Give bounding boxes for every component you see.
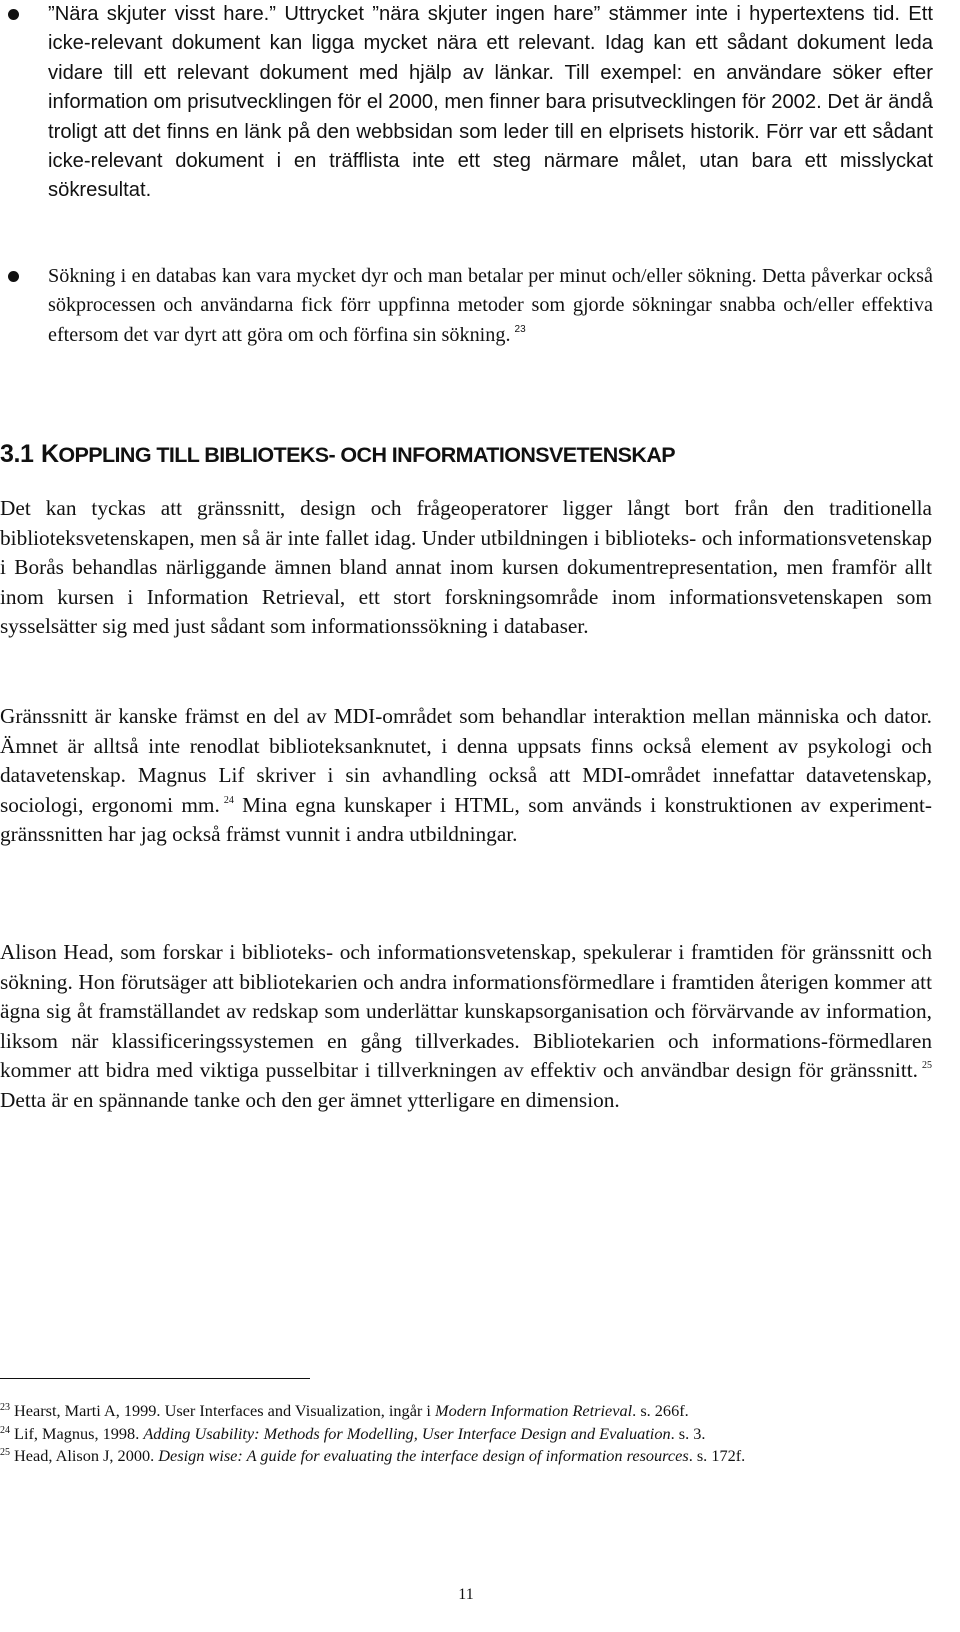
footnote-reference[interactable]: 24: [223, 794, 234, 806]
footnote-text: Lif, Magnus, 1998.: [14, 1423, 144, 1443]
bullet-dot-icon: [8, 271, 19, 282]
body-paragraph: [0, 494, 932, 642]
footnote: [0, 1400, 925, 1423]
paragraph-text: Det kan tyckas att gränssnitt, design och frågeoperatorer ligger långt bort från den traditionella biblioteksvetenskapen, men så är inte fallet idag. Under utbildningen i biblioteks- och informationsvetenskap i Borås behandlas närliggande ämnen bland annat inom kursen dokumentrepresentation, men framför allt inom kursen i Information Retrieval, ett stort forskningsområde inom informationsvetenskapen som sysselsätter sig med just sådant som informationssökning i databaser.: [0, 496, 932, 639]
page-number: 11: [458, 1586, 474, 1603]
footnotes: [0, 1400, 925, 1468]
bullet-dot-icon: [8, 9, 19, 20]
paragraph-text: Alison Head, som forskar i biblioteks- och informationsvetenskap, spekulerar i framtiden för gränssnitt och sökning. Hon förutsäger att bibliotekarien och andra informationsförmedlare i framtiden återigen kommer att ägna sig åt framställandet av redskap som underlättar kunskapsorganisation och förvärvande av information, liksom när klassificeringssystemen en gång tillverkades. Bibliotekarien och informations-förmedlaren kommer att bidra med viktiga pusselbitar i tillverkningen av effektiv och användbar design för gränssnitt.: [0, 940, 932, 1083]
section-title: OPPLING TILL BIBLIOTEKS- OCH INFORMATIONSVETENSKAP: [58, 443, 676, 467]
footnote-pages: . s. 172f.: [688, 1446, 746, 1465]
footnote-separator: [0, 1378, 310, 1379]
footnote-title: Design wise: A guide for evaluating the interface design of information resources: [158, 1446, 689, 1465]
body-paragraph: [0, 702, 932, 850]
footnote-number: 24: [0, 1424, 10, 1436]
footnote-title: Modern Information Retrieval: [435, 1401, 633, 1420]
footnote-pages: . s. 266f.: [632, 1401, 689, 1420]
footnote-number: 25: [0, 1447, 10, 1458]
bullet-item: [0, 262, 960, 350]
bullet-text: Sökning i en databas kan vara mycket dyr och man betalar per minut och/eller sökning. Detta påverkar också sökprocessen och användarna fick förr uppfinna metoder som gjorde sökningar snabba och/eller effektiva eftersom det var dyrt att göra om och förfina sin sökning.: [48, 265, 933, 346]
paragraph-text: Mina egna kunskaper i HTML, som används i konstruktionen av experiment-gränssnitten har jag också främst vunnit i andra utbildningar.: [0, 792, 933, 847]
footnote: [0, 1445, 925, 1468]
footnote: [0, 1423, 925, 1446]
bullet-item: [0, 0, 960, 206]
footnote-reference[interactable]: 25: [922, 1060, 932, 1072]
footnote-number: 23: [0, 1402, 10, 1413]
footnote-title: Adding Usability: Methods for Modelling, User Interface Design and Evaluation: [143, 1423, 671, 1443]
paragraph-text: Detta är en spännande tanke och den ger ämnet ytterligare en dimension.: [0, 1087, 620, 1112]
section-title-initial: K: [40, 440, 59, 468]
section-number: 3.1: [0, 440, 34, 468]
section-heading: [0, 440, 675, 469]
footnote-pages: . s. 3.: [670, 1423, 706, 1443]
body-paragraph: [0, 938, 932, 1116]
footnote-reference[interactable]: 23: [514, 323, 526, 335]
footnote-text: Head, Alison J, 2000.: [14, 1446, 159, 1465]
bullet-text: ”Nära skjuter visst hare.” Uttrycket ”nära skjuter ingen hare” stämmer inte i hypertextens tid. Ett icke-relevant dokument kan ligga mycket nära ett relevant. Idag kan ett sådant dokument leda vidare till ett relevant dokument med hjälp av länkar. Till exempel: en användare söker efter information om prisutvecklingen för el 2000, men finner bara prisutvecklingen för 2002. Det är ändå troligt att det finns en länk på den webbsidan som leder till en elprisets historik. Förr var ett sådant icke-relevant dokument i en träfflista inte ett steg närmare målet, utan bara ett misslyckat sökresultat.: [48, 3, 933, 202]
footnote-text: Hearst, Marti A, 1999. User Interfaces and Visualization, ingår i: [14, 1401, 436, 1420]
paragraph-text: Gränssnitt är kanske främst en del av MDI-området som behandlar interaktion mellan människa och dator. Ämnet är alltså inte renodlat biblioteksanknutet, i denna uppsats finns också element av psykologi och datavetenskap. Magnus Lif skriver i sin avhandling också att MDI-området innefattar datavetenskap, sociologi, ergonomi mm.: [0, 704, 932, 817]
